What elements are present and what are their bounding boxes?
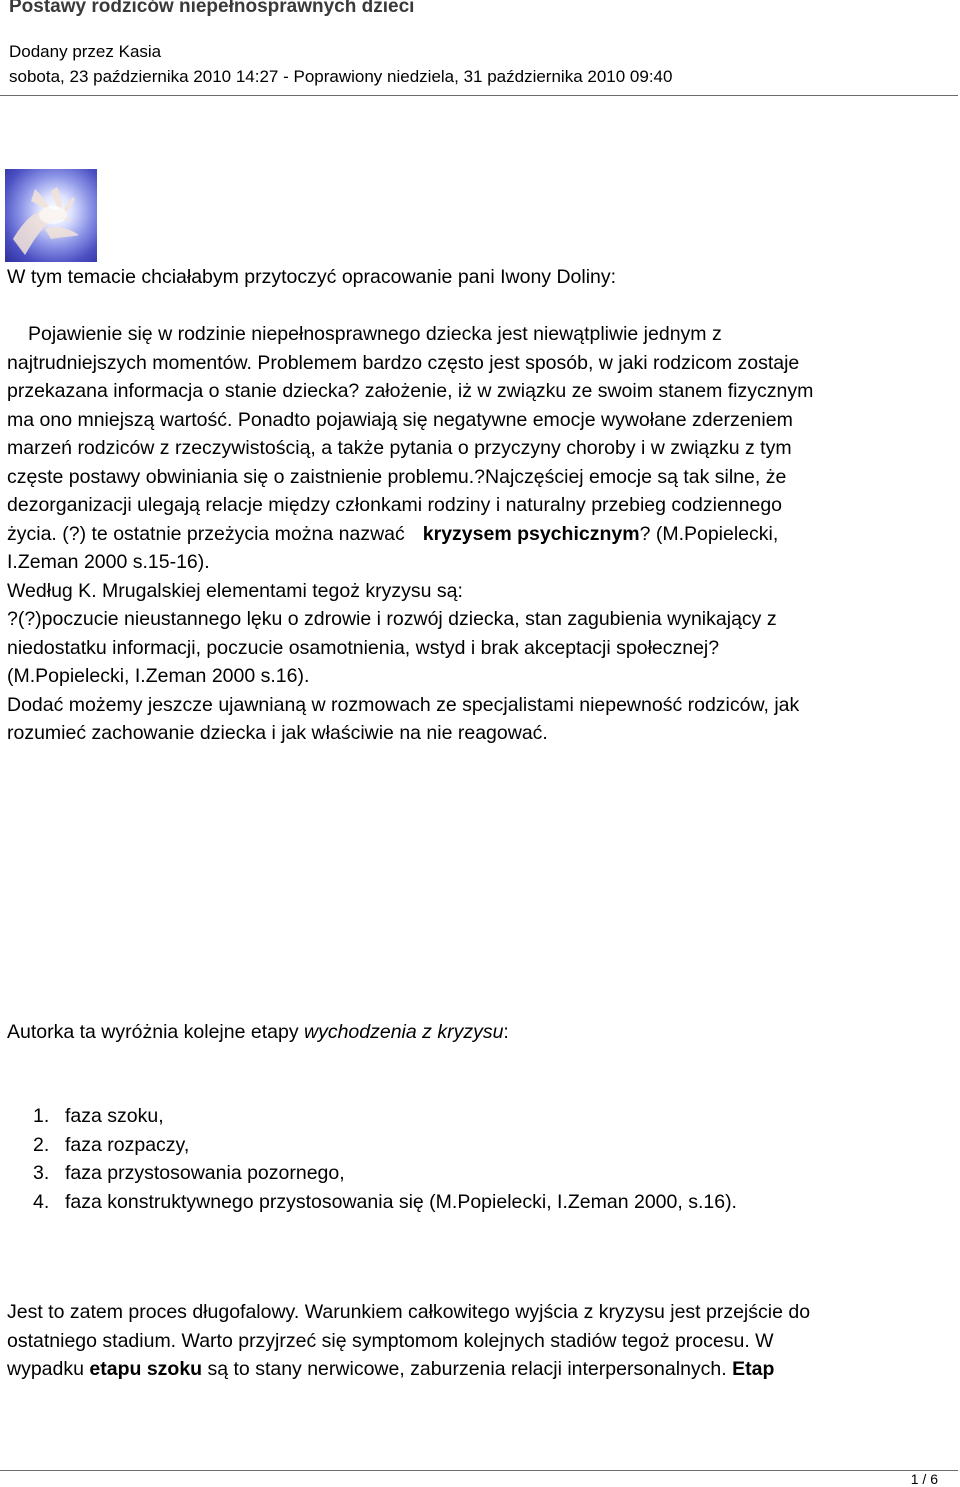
closing-paragraph xyxy=(7,1298,957,1384)
text-line: ?(?)poczucie nieustannego lęku o zdrowie i rozwój dziecka, stan zagubienia wynikający z xyxy=(7,608,777,630)
text-segment: są to stany nerwicowe, zaburzenia relacji interpersonalnych. xyxy=(202,1358,733,1380)
text-line xyxy=(7,1355,957,1384)
text-segment: ? (M.Popielecki, xyxy=(639,522,779,545)
list-number: 1. xyxy=(33,1105,50,1127)
bold-phrase: Etap xyxy=(732,1358,775,1380)
list-item xyxy=(33,1159,737,1188)
text-line: marzeń rodziców z rzeczywistością, a także pytania o przyczyny choroby i w związku z tym xyxy=(7,437,792,459)
text-line: Pojawienie się w rodzinie niepełnosprawnego dziecka jest niewątpliwie jednym z xyxy=(28,323,722,345)
text-line: Dodać możemy jeszcze ujawnianą w rozmowach ze specjalistami niepewność rodziców, jak xyxy=(7,693,800,716)
main-paragraph xyxy=(7,320,957,748)
list-item-text: faza szoku, xyxy=(65,1105,164,1127)
dates-line: sobota, 23 października 2010 14:27 - Poprawiony niedziela, 31 października 2010 09:40 xyxy=(9,67,673,86)
text-line: Jest to zatem proces długofalowy. Warunkiem całkowitego wyjścia z kryzysu jest przejście do xyxy=(7,1301,811,1323)
text-line: niedostatku informacji, poczucie osamotnienia, wstyd i brak akceptacji społecznej? xyxy=(7,636,720,659)
text-segment: Autorka ta wyróżnia kolejne etapy xyxy=(7,1021,304,1043)
text-line: ostatniego stadium. Warto przyjrzeć się symptomom kolejnych stadiów tegoż procesu. W xyxy=(7,1329,774,1352)
list-item-text: faza konstruktywnego przystosowania się (M.Popielecki, I.Zeman 2000, s.16). xyxy=(65,1190,737,1213)
list-number: 4. xyxy=(33,1190,50,1213)
text-line: I.Zeman 2000 s.15-16). xyxy=(7,551,210,573)
text-segment: : xyxy=(503,1021,509,1043)
phases-list xyxy=(33,1102,737,1216)
list-item xyxy=(33,1102,737,1131)
intro-paragraph: W tym temacie chciałabym przytoczyć opracowanie pani Iwony Doliny: xyxy=(7,266,617,288)
text-line: najtrudniejszych momentów. Problemem bardzo często jest sposób, w jaki rodzicom zostaje xyxy=(7,351,800,374)
list-item-text: faza przystosowania pozornego, xyxy=(65,1162,345,1184)
text-line: przekazana informacja o stanie dziecka? założenie, iż w związku ze swoim stanem fizycznym xyxy=(7,380,814,402)
list-number: 3. xyxy=(33,1162,50,1184)
text-line: dezorganizacji ulegają relacje między członkami rodziny i naturalny przebieg codziennego xyxy=(7,494,783,516)
list-number: 2. xyxy=(33,1133,50,1156)
bold-phrase: kryzysem psychicznym xyxy=(422,522,640,545)
bold-phrase: etapu szoku xyxy=(89,1358,203,1380)
text-segment: wypadku xyxy=(7,1358,90,1380)
author-line: Dodany przez Kasia xyxy=(9,42,162,61)
page-title: Postawy rodziców niepełnosprawnych dzieci xyxy=(9,0,415,17)
text-line: (M.Popielecki, I.Zeman 2000 s.16). xyxy=(7,665,310,687)
stages-intro xyxy=(7,1018,509,1047)
page-number: 1 / 6 xyxy=(910,1471,938,1487)
text-segment: życia. (?) te ostatnie przeżycia można nazwać xyxy=(7,522,405,545)
header-divider xyxy=(0,95,958,96)
text-line xyxy=(7,520,957,549)
text-line: rozumieć zachowanie dziecka i jak właściwie na nie reagować. xyxy=(7,722,548,744)
hands-photo xyxy=(5,169,97,262)
list-item xyxy=(33,1131,737,1160)
footer-divider xyxy=(0,1470,958,1471)
text-line: częste postawy obwiniania się o zaistnienie problemu.?Najczęściej emocje są tak silne, że xyxy=(7,465,787,488)
text-line: ma ono mniejszą wartość. Ponadto pojawiają się negatywne emocje wywołane zderzeniem xyxy=(7,408,793,431)
text-line: Według K. Mrugalskiej elementami tegoż kryzysu są: xyxy=(7,579,463,602)
italic-phrase: wychodzenia z kryzysu xyxy=(304,1021,504,1043)
list-item xyxy=(33,1188,737,1217)
list-item-text: faza rozpaczy, xyxy=(65,1133,190,1156)
